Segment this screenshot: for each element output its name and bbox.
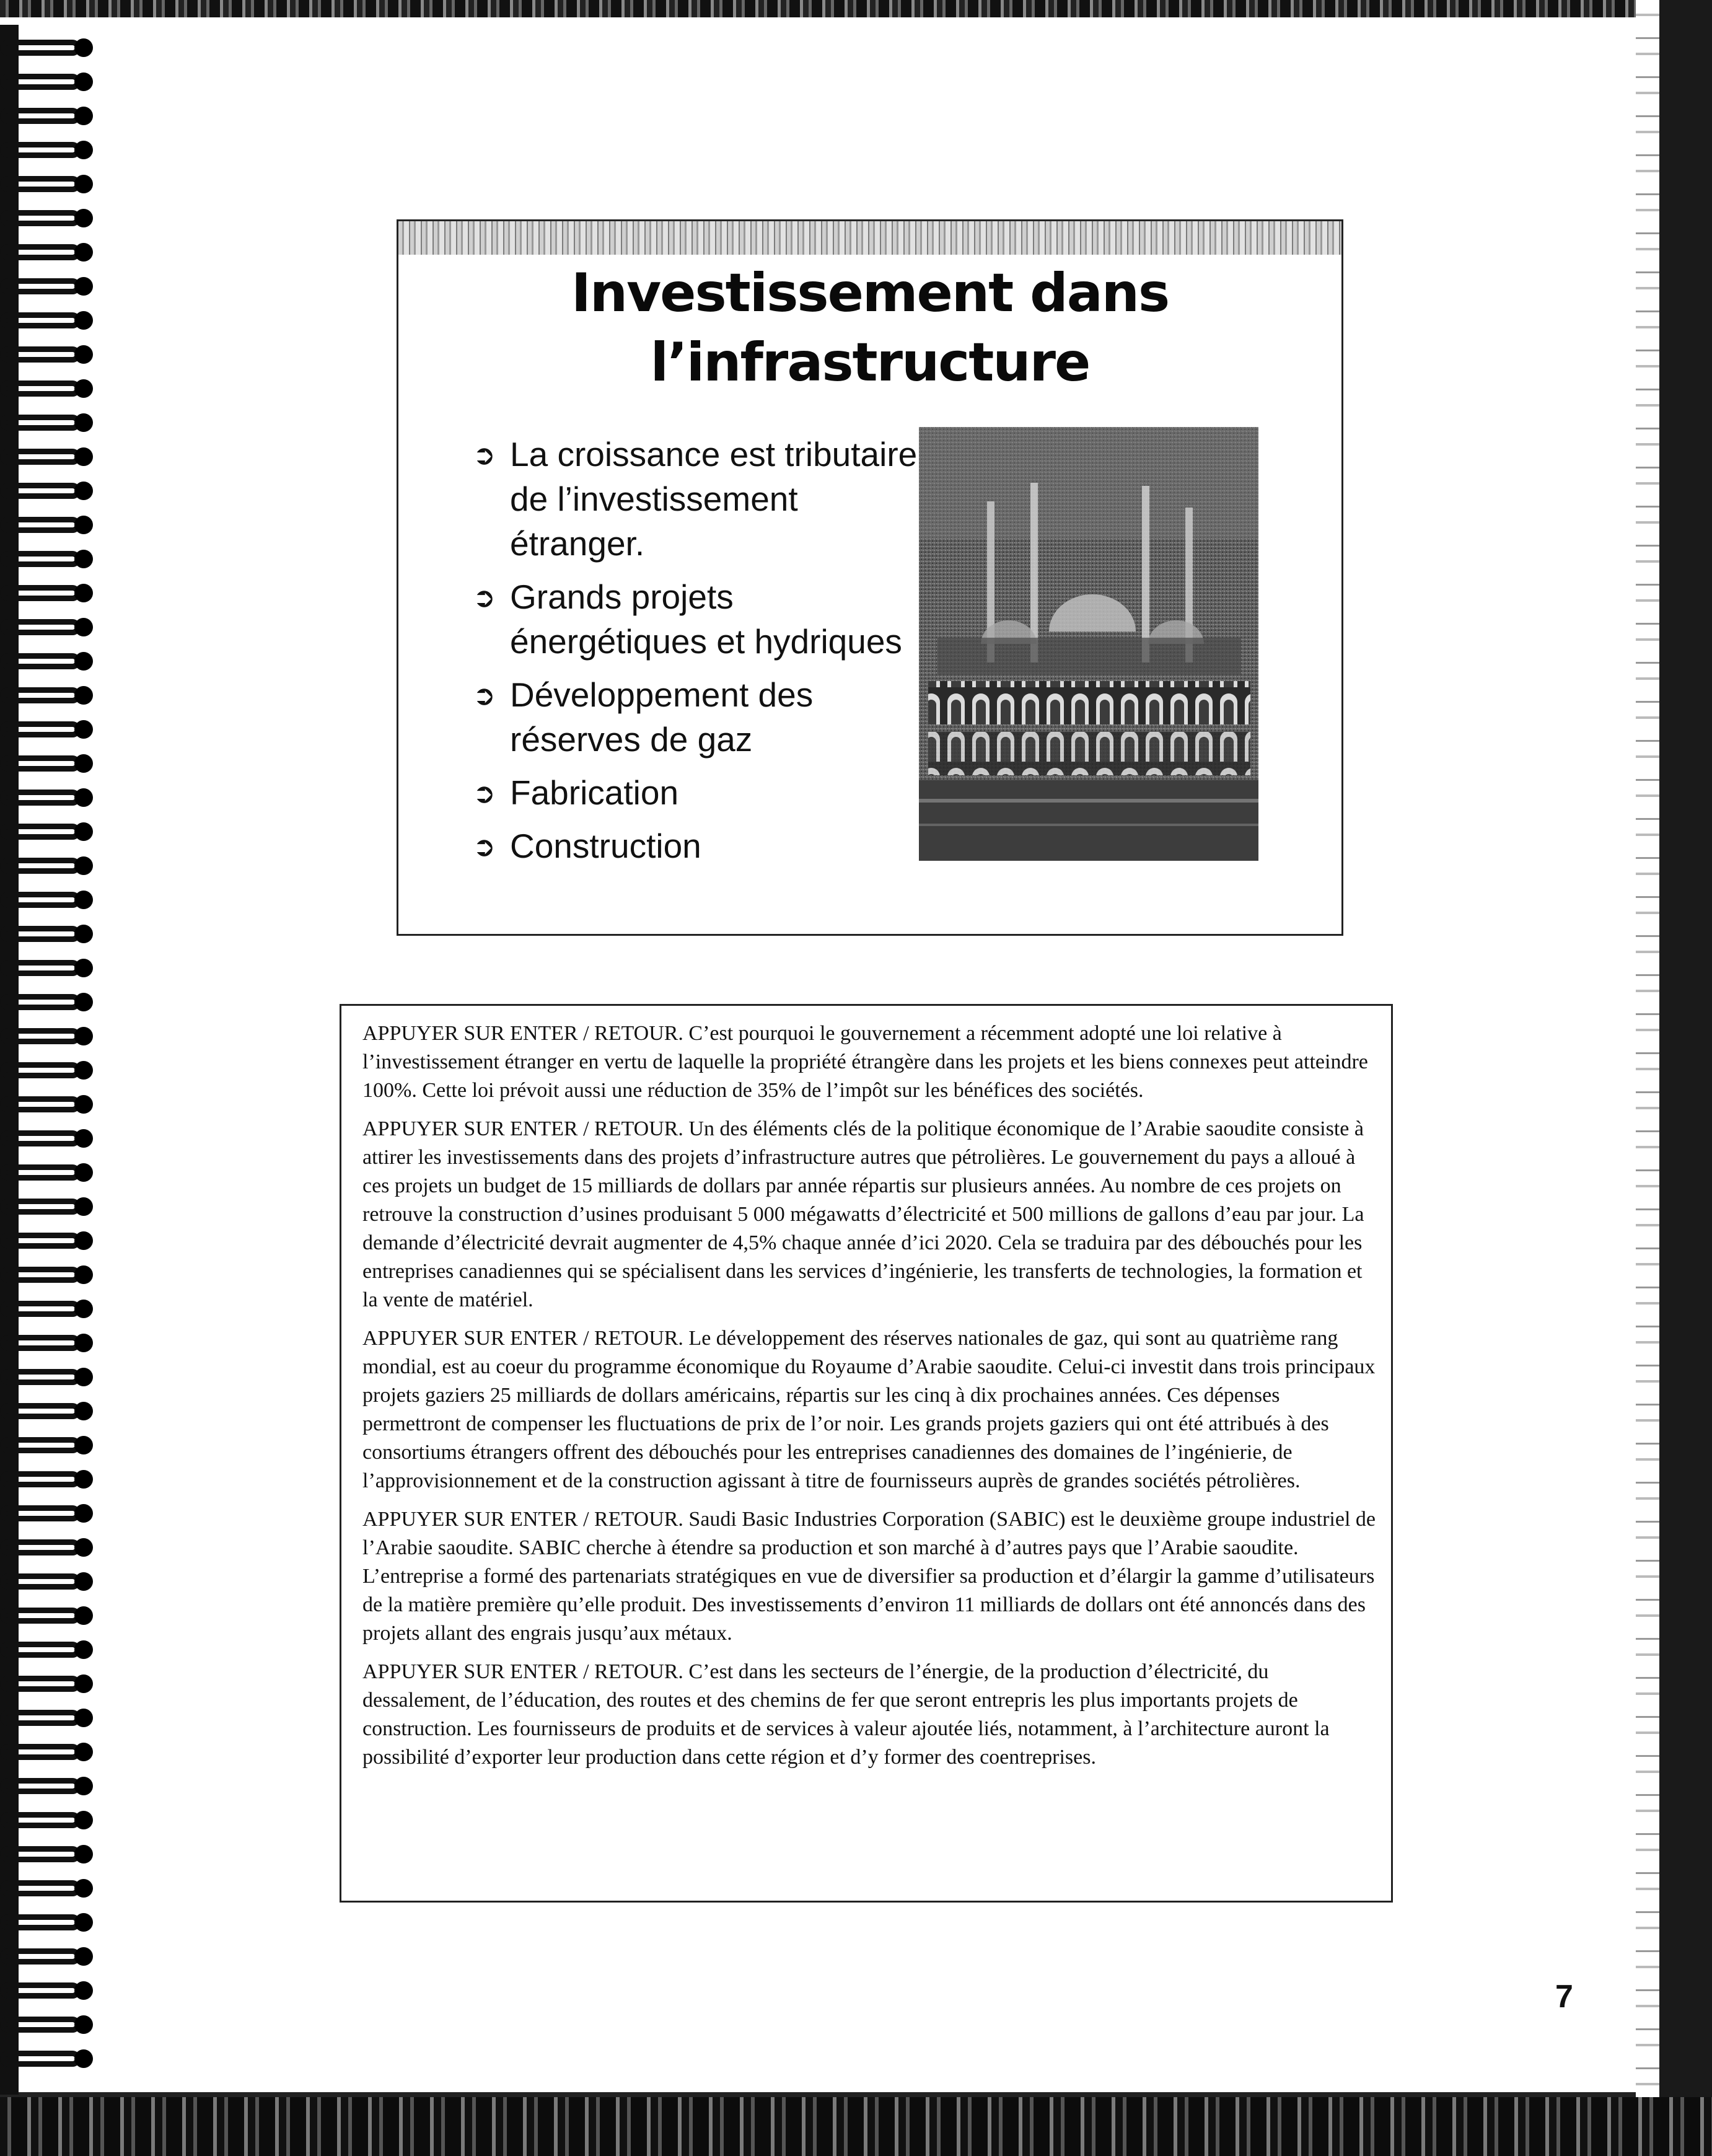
binding-hole (74, 1027, 93, 1045)
binding-wire (0, 108, 81, 124)
binding-ring (0, 651, 93, 673)
binding-wire (0, 1028, 81, 1044)
binding-wire (0, 960, 81, 976)
binding-ring (0, 1298, 93, 1321)
binding-hole (74, 107, 93, 125)
binding-wire (0, 1130, 81, 1146)
binding-hole (74, 856, 93, 875)
binding-ring (0, 753, 93, 775)
binding-wire (0, 1505, 81, 1521)
slide-bullet-list (473, 432, 931, 877)
binding-ring (0, 1230, 93, 1252)
binding-hole (74, 1300, 93, 1318)
binding-hole (74, 413, 93, 432)
binding-ring (0, 1537, 93, 1559)
binding-wire (0, 585, 81, 601)
binding-hole (74, 141, 93, 159)
binding-ring (0, 1196, 93, 1218)
binding-wire (0, 74, 81, 90)
binding-ring (0, 1946, 93, 1968)
binding-hole (74, 482, 93, 500)
binding-wire (0, 1403, 81, 1419)
binding-wire (0, 1164, 81, 1181)
binding-ring (0, 1162, 93, 1184)
binding-hole (74, 2049, 93, 2068)
binding-hole (74, 175, 93, 193)
binding-wire (0, 1539, 81, 1555)
binding-ring (0, 242, 93, 264)
notes-paragraph: APPUYER SUR ENTER / RETOUR. Un des éléments clés de la politique économique de l’Arabie saoudite consiste à attirer les investissements dans des projets d’infrastructure autres que pétrolières. Le gouvernement du pays a alloué à ces projets un budget de 15 milliards de dollars par année répartis sur plusieurs années. Au nombre de ces projets on retrouve la construction d’usines produisant 5 000 mégawatts d’électricité et 500 millions de gallons d’eau par jour. La demande d’électricité devrait augmenter de 4,5% chaque année d’ici 2020. Cela se traduira par des débouchés pour les entreprises canadiennes qui se spécialisent dans les services d’ingénierie, les transferts de technologies, la formation et la vente de matériel. (362, 1117, 1364, 1311)
binding-wire (0, 1301, 81, 1317)
binding-wire (0, 210, 81, 226)
binding-hole (74, 1538, 93, 1557)
binding-wire (0, 994, 81, 1010)
binding-wire (0, 1573, 81, 1590)
binding-ring (0, 1469, 93, 1491)
binding-wire (0, 1642, 81, 1658)
binding-ring (0, 1128, 93, 1150)
binding-ring (0, 889, 93, 912)
binding-wire (0, 1062, 81, 1078)
binding-wire (0, 1982, 81, 1999)
binding-wire (0, 858, 81, 874)
binding-ring (0, 2048, 93, 2070)
binding-ring (0, 821, 93, 843)
binding-hole (74, 447, 93, 466)
binding-ring (0, 1571, 93, 1593)
binding-wire (0, 381, 81, 397)
binding-ring (0, 1844, 93, 1866)
scan-bottom-edge (0, 2097, 1712, 2156)
binding-wire (0, 1471, 81, 1487)
binding-wire (0, 721, 81, 737)
slide-title-line-1: Investissement dans (571, 262, 1169, 324)
binding-wire (0, 1880, 81, 1896)
speaker-notes-box (340, 1004, 1393, 1903)
binding-ring (0, 310, 93, 332)
notes-paragraph: APPUYER SUR ENTER / RETOUR. Saudi Basic Industries Corporation (SABIC) est le deuxième groupe industriel de l’Arabie saoudite. SABIC cherche à étendre sa production et son marché à d’autres pays que l’Arabie saoudite. L’entreprise a formé des partenariats stratégiques en vue de diversifier sa production et d’élargir la gamme d’utilisateurs de la matière première qu’elle produit. Des investissements d’environ 11 milliards de dollars ont été annoncés dans des projets allant des engrais jusqu’aux métaux. (362, 1508, 1376, 1645)
bullet-item (473, 770, 931, 815)
page-bottom-line (0, 2092, 1636, 2097)
binding-hole (74, 1845, 93, 1863)
binding-wire (0, 1267, 81, 1283)
binding-wire (0, 1846, 81, 1862)
binding-hole (74, 1470, 93, 1489)
binding-hole (74, 209, 93, 227)
binding-wire (0, 755, 81, 772)
binding-wire (0, 1608, 81, 1624)
binding-hole (74, 243, 93, 262)
binding-hole (74, 1981, 93, 2000)
binding-wire (0, 1948, 81, 1965)
binding-ring (0, 1775, 93, 1798)
binding-hole (74, 1640, 93, 1659)
page-number: 7 (1555, 1979, 1573, 2015)
binding-hole (74, 788, 93, 807)
binding-wire (0, 1369, 81, 1385)
spiral-binding (0, 37, 118, 2082)
binding-ring (0, 1878, 93, 1900)
binding-ring (0, 1673, 93, 1696)
binding-hole (74, 379, 93, 398)
binding-wire (0, 653, 81, 669)
binding-ring (0, 1332, 93, 1355)
binding-ring (0, 1264, 93, 1287)
binding-hole (74, 1777, 93, 1795)
binding-wire (0, 824, 81, 840)
arrow-bullet-icon: ➲ (473, 440, 496, 470)
binding-hole (74, 1163, 93, 1182)
binding-hole (74, 1368, 93, 1386)
binding-ring (0, 37, 93, 59)
mosque-illustration (919, 427, 1258, 861)
binding-hole (74, 1402, 93, 1420)
binding-hole (74, 277, 93, 296)
binding-wire (0, 517, 81, 533)
arrow-bullet-icon: ➲ (473, 680, 496, 711)
binding-wire (0, 892, 81, 908)
binding-hole (74, 1572, 93, 1591)
scan-top-edge (0, 0, 1712, 17)
bullet-text: Développement des réserves de gaz (510, 675, 814, 759)
binding-ring (0, 1094, 93, 1116)
binding-ring (0, 1401, 93, 1423)
binding-ring (0, 1912, 93, 1934)
binding-ring (0, 480, 93, 503)
notes-paragraph: APPUYER SUR ENTER / RETOUR. C’est pourquoi le gouvernement a récemment adopté une loi relative à l’investissement étranger en vertu de laquelle la propriété étrangère dans les projets et les biens connexes peut atteindre 100%. Cette loi prévoit aussi une réduction de 35% de l’impôt sur les bénéfices des sociétés. (362, 1022, 1368, 1102)
binding-ring (0, 1980, 93, 2002)
binding-hole (74, 311, 93, 330)
binding-wire (0, 1096, 81, 1112)
slide-frame (397, 219, 1343, 936)
binding-hole (74, 754, 93, 773)
binding-wire (0, 1233, 81, 1249)
binding-ring (0, 412, 93, 434)
binding-hole (74, 1197, 93, 1216)
binding-wire (0, 415, 81, 431)
binding-ring (0, 2014, 93, 2036)
binding-hole (74, 73, 93, 91)
binding-wire (0, 1335, 81, 1351)
binding-hole (74, 1334, 93, 1352)
binding-ring (0, 992, 93, 1014)
bullet-text: Fabrication (510, 773, 679, 812)
arrow-bullet-icon: ➲ (473, 832, 496, 862)
binding-wire (0, 1744, 81, 1760)
binding-hole (74, 652, 93, 671)
binding-ring (0, 1605, 93, 1627)
binding-wire (0, 1676, 81, 1692)
binding-hole (74, 1913, 93, 1932)
binding-wire (0, 346, 81, 363)
binding-ring (0, 923, 93, 946)
binding-wire (0, 1710, 81, 1726)
binding-hole (74, 925, 93, 943)
binding-hole (74, 1811, 93, 1829)
binding-hole (74, 38, 93, 57)
binding-wire (0, 483, 81, 499)
binding-ring (0, 719, 93, 741)
bullet-item (473, 574, 931, 664)
binding-ring (0, 1503, 93, 1525)
binding-hole (74, 959, 93, 977)
binding-ring (0, 1810, 93, 1832)
binding-ring (0, 1707, 93, 1730)
binding-wire (0, 40, 81, 56)
binding-hole (74, 1674, 93, 1693)
binding-hole (74, 686, 93, 705)
slide-title (398, 258, 1341, 397)
binding-wire (0, 2051, 81, 2067)
binding-wire (0, 1778, 81, 1794)
binding-ring (0, 1741, 93, 1764)
scan-right-margin (1636, 0, 1659, 2156)
binding-ring (0, 1026, 93, 1048)
binding-hole (74, 1743, 93, 1761)
binding-wire (0, 312, 81, 328)
binding-hole (74, 1231, 93, 1250)
binding-wire (0, 551, 81, 567)
binding-ring (0, 1060, 93, 1082)
binding-hole (74, 1265, 93, 1284)
binding-wire (0, 687, 81, 703)
binding-ring (0, 378, 93, 400)
binding-ring (0, 276, 93, 298)
bullet-item (473, 672, 931, 762)
binding-wire (0, 2017, 81, 2033)
binding-hole (74, 550, 93, 568)
binding-ring (0, 514, 93, 537)
binding-ring (0, 1435, 93, 1457)
binding-ring (0, 139, 93, 162)
binding-hole (74, 516, 93, 534)
binding-hole (74, 1504, 93, 1523)
mosque-photo (919, 427, 1258, 861)
binding-ring (0, 1639, 93, 1661)
binding-hole (74, 1606, 93, 1625)
binding-wire (0, 278, 81, 294)
binding-hole (74, 584, 93, 602)
binding-hole (74, 1129, 93, 1148)
notes-paragraph: APPUYER SUR ENTER / RETOUR. Le développement des réserves nationales de gaz, qui sont au quatrième rang mondial, est au coeur du programme économique du Royaume d’Arabie saoudite. Celui-ci investit dans trois principaux projets gaziers 25 milliards de dollars américains, répartis sur les cinq à dix prochaines années. Ces dépenses permettront de compenser les fluctuations de prix de l’or noir. Les grands projets gaziers qui ont été attribués à des consortiums étrangers offrent des débouchés pour les entreprises canadiennes des domaines de l’ingénierie, de l’approvisionnement et de la construction agissant à titre de fournisseurs auprès de grandes sociétés pétrolières. (362, 1327, 1376, 1492)
slide-title-line-2: l’infrastructure (650, 332, 1090, 394)
arrow-bullet-icon: ➲ (473, 583, 496, 613)
bullet-item (473, 824, 931, 868)
binding-ring (0, 446, 93, 469)
binding-hole (74, 1061, 93, 1080)
binding-wire (0, 1812, 81, 1828)
binding-ring (0, 685, 93, 707)
binding-wire (0, 926, 81, 942)
binding-hole (74, 1709, 93, 1727)
binding-wire (0, 142, 81, 158)
binding-ring (0, 787, 93, 809)
slide-header-band (398, 221, 1341, 255)
bullet-text: La croissance est tributaire de l’investissement étranger. (510, 435, 918, 563)
binding-hole (74, 618, 93, 636)
binding-ring (0, 583, 93, 605)
arrow-bullet-icon: ➲ (473, 778, 496, 809)
binding-ring (0, 1366, 93, 1389)
binding-hole (74, 1095, 93, 1114)
binding-ring (0, 957, 93, 980)
binding-ring (0, 344, 93, 366)
binding-hole (74, 891, 93, 909)
binding-ring (0, 105, 93, 128)
notes-paragraph: APPUYER SUR ENTER / RETOUR. C’est dans les secteurs de l’énergie, de la production d’électricité, du dessalement, de l’éducation, des routes et des chemins de fer que seront entrepris les plus importants projets de construction. Les fournisseurs de produits et de services à valeur ajoutée liés, notamment, à l’architecture auront la possibilité d’exporter leur production dans cette région et d’y former des coentreprises. (362, 1660, 1330, 1769)
binding-hole (74, 2015, 93, 2034)
binding-hole (74, 720, 93, 739)
binding-hole (74, 993, 93, 1011)
binding-hole (74, 1879, 93, 1898)
bullet-item (473, 432, 931, 566)
bullet-text: Construction (510, 827, 701, 865)
binding-wire (0, 244, 81, 260)
binding-wire (0, 619, 81, 635)
binding-wire (0, 790, 81, 806)
binding-ring (0, 548, 93, 571)
scan-right-edge (1659, 0, 1712, 2156)
binding-wire (0, 1914, 81, 1930)
binding-wire (0, 1199, 81, 1215)
binding-hole (74, 1947, 93, 1966)
binding-wire (0, 1437, 81, 1453)
binding-hole (74, 345, 93, 364)
binding-wire (0, 176, 81, 192)
binding-ring (0, 71, 93, 94)
binding-ring (0, 855, 93, 878)
binding-hole (74, 822, 93, 841)
bullet-text: Grands projets énergétiques et hydriques (510, 578, 902, 661)
binding-ring (0, 174, 93, 196)
binding-ring (0, 208, 93, 230)
binding-hole (74, 1436, 93, 1454)
binding-ring (0, 617, 93, 639)
binding-wire (0, 449, 81, 465)
